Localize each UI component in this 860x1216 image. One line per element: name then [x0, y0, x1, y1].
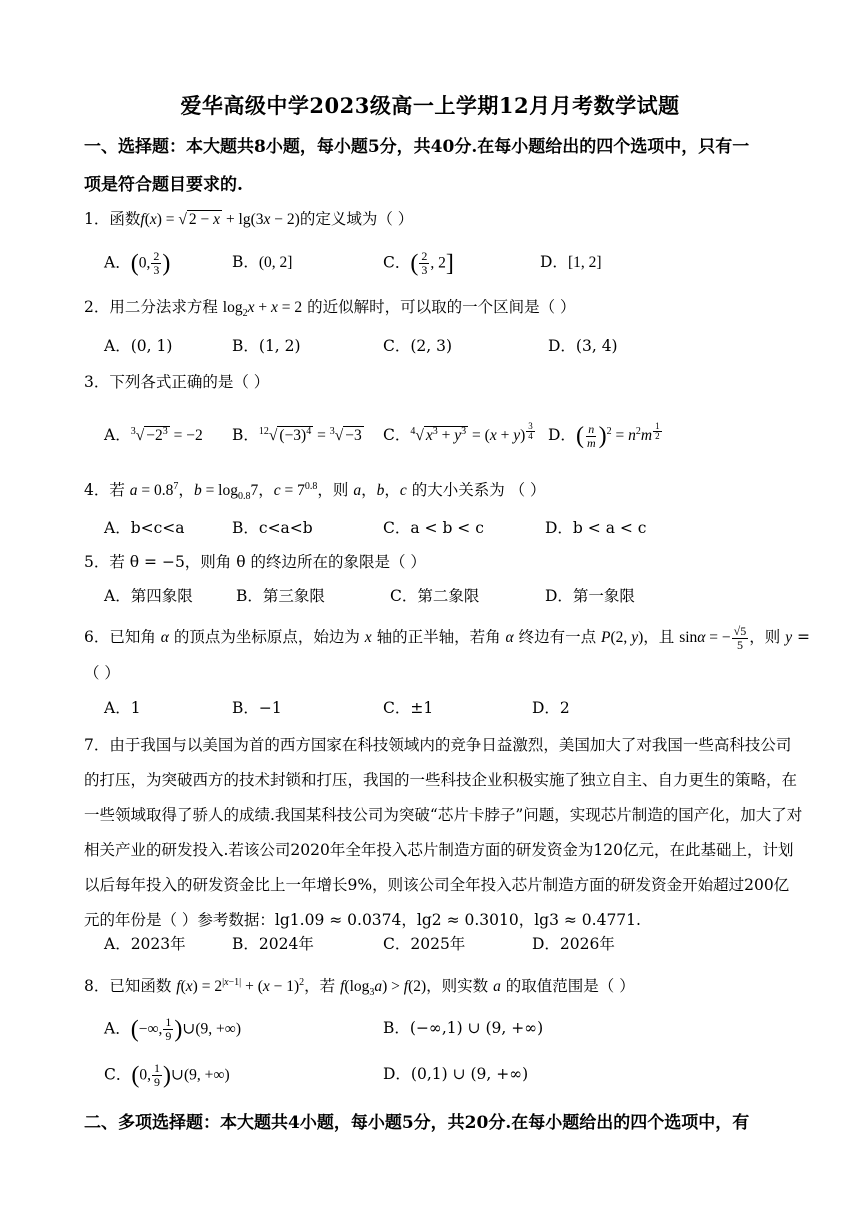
question-6-line-2: （ ） [84, 664, 120, 682]
question-1 [84, 202, 784, 237]
question-2-option-b: B．(1, 2) [232, 337, 301, 355]
question-4-option-b: B．c<a<b [232, 519, 313, 537]
question-7-option-c: C．2025年 [383, 935, 466, 953]
question-2 [84, 290, 784, 331]
question-5-option-c: C．第二象限 [390, 587, 480, 605]
question-3-option-a: A．$^3√ -2^3 = -2$ [104, 426, 203, 445]
question-7-line: 相关产业的研发投入.若该公司2020年全年投入芯片制造方面的研发资金为120亿元，在此基础上，计划 [84, 841, 794, 859]
question-2-option-d: D．(3, 4) [548, 337, 618, 355]
question-1-option-d: D．[1, 2] [540, 253, 602, 271]
question-6-option-a: A．1 [104, 699, 141, 717]
question-7-line: 的打压，为突破西方的技术封锁和打压，我国的一些科技企业积极实施了独立自主、自力更生的策略，在 [84, 771, 798, 789]
question-6-option-c: C．±1 [383, 699, 434, 717]
question-5-option-d: D．第一象限 [545, 587, 635, 605]
question-7-line: 7．由于我国与以美国为首的西方国家在科技领域内的竞争日益激烈，美国加大了对我国一些高科技公司 [84, 736, 792, 754]
question-7-line: 元的年份是（ ）参考数据：lg1.09 ≈ 0.0374，lg2 ≈ 0.3010，lg3 ≈ 0.4771. [84, 911, 641, 929]
question-4-option-a: A．b<c<a [104, 519, 185, 537]
section-2-line-1: 二、多项选择题：本大题共4小题，每小题5分，共20分.在每小题给出的四个选项中，有 [84, 1113, 750, 1133]
section-2-heading [84, 1104, 784, 1142]
question-5-option-a: A．第四象限 [104, 587, 193, 605]
question-2-option-c: C．(2, 3) [383, 337, 453, 355]
question-6-option-d: D．2 [532, 699, 570, 717]
section-1-heading [84, 128, 784, 204]
question-7-line: 以后每年投入的研发资金比上一年增长9%，则该公司全年投入芯片制造方面的研发资金开始超过200亿 [84, 876, 790, 894]
question-5: 5．若 θ = −5，则角 θ 的终边所在的象限是（ ） [84, 553, 426, 571]
question-8-option-a: A．(−∞, $\frac{1}{9}$ )∪(9, +∞) [104, 1015, 241, 1043]
section-1-line-2: 项是符合题目要求的. [84, 175, 243, 195]
question-8-option-b: B．(−∞,1) ∪ (9, +∞) [383, 1019, 544, 1037]
question-8-option-d: D．(0,1) ∪ (9, +∞) [383, 1065, 529, 1083]
page-title: 爱华高级中学2023级高一上学期12月月考数学试题 [180, 93, 680, 118]
question-4-option-d: D．b < a < c [545, 519, 647, 537]
question-1-option-c: C．( $\frac{2}{3}$ , 2] [383, 249, 454, 277]
question-1-option-a: A．(0, $\frac{2}{3}$ ) [104, 249, 171, 277]
question-1-text: 1．函数f(x) = √ 2 − x + lg(3x − 2)的定义域为（ ） [84, 210, 414, 228]
question-8-option-c: C．(0, $\frac{1}{9}$ )∪(9, +∞) [104, 1061, 230, 1089]
question-3-option-b: B．$^{12}$√ $(-3)^4 = ^3√ -3$ [232, 426, 362, 445]
question-4-option-c: C．a < b < c [383, 519, 484, 537]
question-7-line: 一些领域取得了骄人的成绩.我国某科技公司为突破“芯片卡脖子”问题，实现芯片制造的国产化，加大了对 [84, 806, 803, 824]
question-8 [84, 966, 784, 1010]
question-5-option-b: B．第三象限 [236, 587, 325, 605]
question-7-option-d: D．2026年 [532, 935, 615, 953]
question-6-line-1 [84, 620, 810, 655]
question-2-text: 2．用二分法求方程 $\log_2x + x = 2$ 的近似解时，可以取的一个区间是（ ） [84, 298, 576, 320]
question-2-option-a: A．(0, 1) [104, 337, 173, 355]
question-3-option-d: D．( $\frac{n}{m}$ )$^2 = n^2m$ $^{\frac{1}{2}}$ [548, 421, 660, 450]
question-6-text: 6．已知角 α 的顶点为坐标原点，始边为 x 轴的正半轴，若角 α 终边有一点 P(2, y)，且 sinα = − $\frac{√5}{5}$ ，则 y = [84, 623, 810, 652]
section-1-line-1: 一、选择题：本大题共8小题，每小题5分，共40分.在每小题给出的四个选项中，只有一 [84, 137, 750, 157]
question-4-text: 4．若 $a = 0.8^7$，$b = \log_{0.8}7$，$c = 7^{0.8}$，则 a，b，c 的大小关系为 （ ） [84, 481, 546, 503]
question-3-option-c: C．$^4$√ $x^3 + y^3 = (x + y)$ $^{\frac{3}{4}}$ [383, 421, 533, 445]
question-4 [84, 470, 784, 514]
question-7-option-b: B．2024年 [232, 935, 314, 953]
question-3: 3．下列各式正确的是（ ） [84, 373, 270, 391]
question-8-text: 8．已知函数 $f(x) = 2^{|x-1|} + (x - 1)^2$，若 $f(\log_3a) > f(2)$，则实数 a 的取值范围是（ ） [84, 977, 635, 999]
question-7 [84, 728, 803, 938]
question-1-option-b: B．(0, 2] [232, 253, 293, 271]
question-6-option-b: B．−1 [232, 699, 282, 717]
question-7-option-a: A．2023年 [104, 935, 186, 953]
